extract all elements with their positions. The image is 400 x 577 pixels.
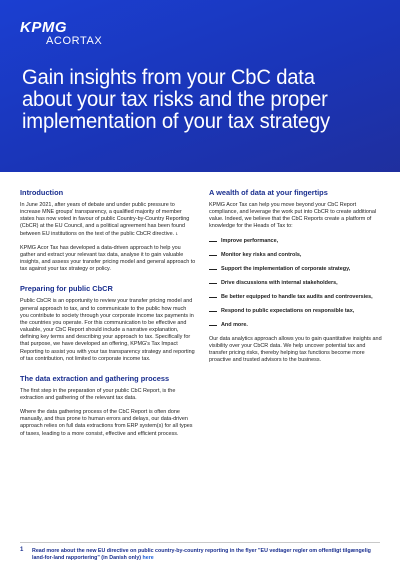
wealth-heading: A wealth of data at your fingertips [209,188,328,197]
logo-acortax-text: ACORTAX [46,35,103,47]
footnote-text: Read more about the new EU directive on public country-by-country reporting in the flyer "EU vedtager regler om offentligt tilgængelig land-for-land rapportering" (in Danish only) [32,548,371,561]
footnote-ref: 1 [175,230,178,236]
wealth-paragraph-1: KPMG Acor Tax can help you move beyond your CbC Report compliance, and leverage the work put into CbCR to create additional value. Indeed, we believe that the CbC Reports create a platform of knowledge for the Heads of Tax to: [209,202,377,230]
intro-paragraph-2: KPMG Acor Tax has developed a data-driven approach to help you gather and extract your relevant tax data, analyse it to gain valuable insights, and assess your transfer pricing model and general approach to tax against your tax strategy or policy. [20,244,196,273]
wealth-paragraph-2: Our data analytics approach allows you to gain quantitative insights and visibility over your CbCR data. We help uncover potential tax and transfer pricing risks, thereby helping tax functions become more proactive and trusted advisors to the business. [209,335,382,364]
list-item: Support the implementation of corporate strategy, [209,266,385,273]
list-item: And more. [209,322,385,329]
header-banner [0,0,400,172]
footnote-number: 1 [20,547,24,553]
list-item: Drive discussions with internal stakeholders, [209,280,385,287]
footnote [20,548,385,562]
extract-paragraph-2: Where the data gathering process of the CbC Report is often done manually, and thus prone to human errors and delays, our data-driven approach relies on full data extractions from ERP system(s) for all types of taxes, leading to a more consist, effective and efficient process. [20,409,193,437]
footnote-link[interactable]: here [142,554,154,561]
extract-heading: The data extraction and gathering process [20,373,170,383]
left-column [20,188,196,445]
list-item: Monitor key risks and controls, [209,252,385,259]
kpmg-acortax-logo [20,20,102,47]
extract-paragraph-1: The first step in the preparation of your public CbC Report, is the extraction and gathering of the relevant tax data. [20,387,176,401]
intro-heading: Introduction [20,188,64,197]
page-title: Gain insights from your CbC data about your tax risks and the proper implementation of your tax strategy [22,65,330,133]
intro-paragraph-1: In June 2021, after years of debate and under public pressure to increase MNE groups' transparency, a qualified majority of member states has now voted in favour of public Country-by-Country Reporting (CbCR) at the EU Council, and a political agreement has been found between EU institutions on the text of the public CbCR directive. $^1$ [20,202,190,237]
benefits-list [209,238,385,329]
footnote-divider [20,542,380,543]
logo-kpmg-text: KPMG [20,19,67,36]
prep-heading: Preparing for public CbCR [20,284,113,294]
list-item: Improve performance, [209,238,385,245]
list-item: Be better equipped to handle tax audits and controversies, [209,294,385,301]
right-column [209,188,385,371]
prep-paragraph: Public CbCR is an opportunity to review your transfer pricing model and general approach to tax, and to communicate to the public how much you contribute to society through your corporate income tax payments in the countries you operate. For this communication to be effective and valuable, your CbC Report should include a narrative explanation, defining key terms and describing your approach to tax. Specifically for that purpose, we have developed an offering, KPMG's Tax Impact Reporting to assist you with your tax transparency strategy and reporting of tax contribution, not limited to corporate income tax. [20,298,195,362]
list-item: Respond to public expectations on responsible tax, [209,308,385,315]
